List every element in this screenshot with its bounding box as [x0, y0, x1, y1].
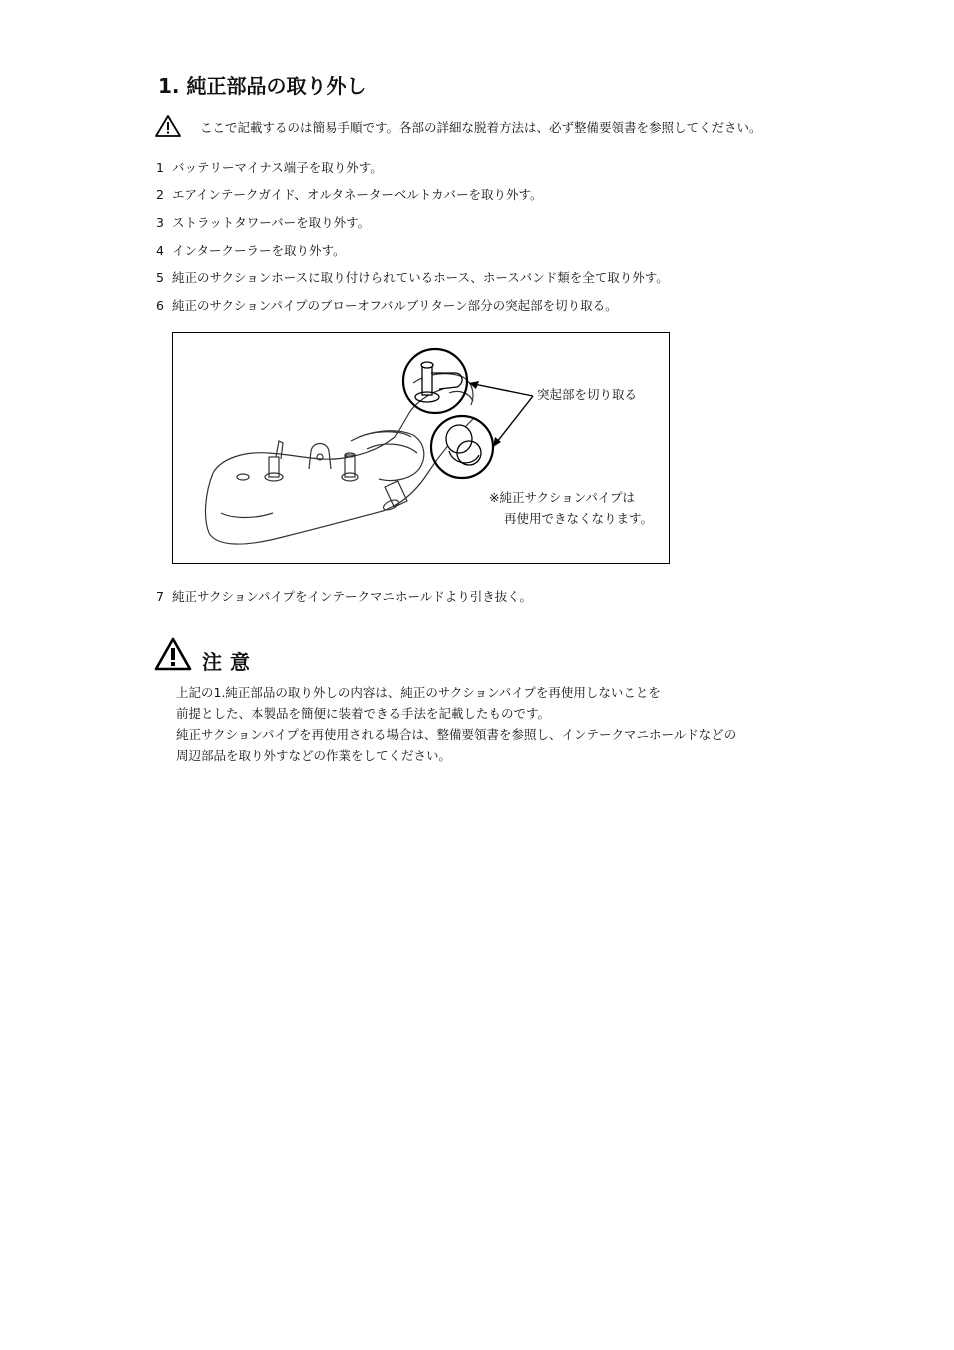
caution-title: 注意: [202, 650, 258, 674]
step-1: [156, 158, 383, 176]
step-text: インタークーラーを取り外す。: [172, 243, 346, 258]
step-number: 1: [156, 160, 164, 175]
reuse-warning-line-2: 再使用できなくなります。: [504, 511, 654, 526]
step-number: 4: [156, 243, 164, 258]
procedure-note: ここで記載するのは簡易手順です。各部の詳細な脱着方法は、必ず整備要領書を参照してください。: [200, 120, 762, 135]
step-text: 純正のサクションパイプのブローオフバルブリターン部分の突起部を切り取る。: [172, 298, 618, 313]
suction-pipe-figure: [172, 332, 670, 564]
suction-pipe-illustration: [173, 333, 670, 564]
step-text: バッテリーマイナス端子を取り外す。: [172, 160, 383, 175]
step-text: ストラットタワーバーを取り外す。: [172, 215, 371, 230]
step-text: 純正サクションパイプをインテークマニホールドより引き抜く。: [172, 589, 533, 604]
step-number: 7: [156, 589, 164, 604]
step-3: [156, 213, 370, 231]
step-2: [156, 185, 543, 203]
caution-triangle-icon: [154, 637, 192, 671]
step-7: [156, 587, 532, 605]
caution-line: 上記の1.純正部品の取り外しの内容は、純正のサクションパイプを再使用しないことを: [176, 685, 661, 700]
caution-body: [176, 682, 736, 766]
step-number: 2: [156, 187, 164, 202]
section-title: 1. 純正部品の取り外し: [158, 74, 367, 98]
warning-triangle-icon: [154, 114, 182, 138]
step-number: 6: [156, 298, 164, 313]
step-text: 純正のサクションホースに取り付けられているホース、ホースバンド類を全て取り外す。: [172, 270, 669, 285]
step-6: [156, 296, 618, 314]
step-number: 5: [156, 270, 164, 285]
step-4: [156, 241, 346, 259]
caution-line: 前提とした、本製品を簡便に装着できる手法を記載したものです。: [176, 706, 551, 721]
caution-line: 周辺部品を取り外すなどの作業をしてください。: [176, 748, 452, 763]
step-text: エアインテークガイド、オルタネーターベルトカバーを取り外す。: [172, 187, 543, 202]
cut-protrusion-callout: 突起部を切り取る: [537, 387, 638, 402]
step-5: [156, 268, 669, 286]
step-number: 3: [156, 215, 164, 230]
caution-line: 純正サクションパイプを再使用される場合は、整備要領書を参照し、インテークマニホールドなどの: [176, 727, 737, 742]
reuse-warning-line-1: ※純正サクションパイプは: [489, 490, 635, 505]
